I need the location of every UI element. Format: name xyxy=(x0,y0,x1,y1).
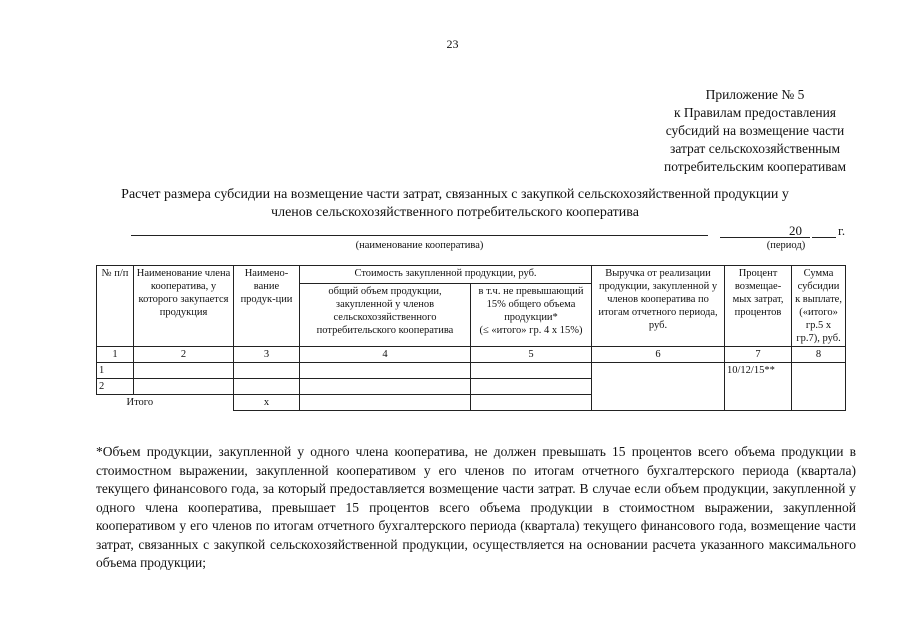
subsidy-cell xyxy=(792,363,846,411)
column-number: 1 xyxy=(97,347,134,363)
row-number: 2 xyxy=(97,379,134,395)
row-number: 1 xyxy=(97,363,134,379)
appendix-line: потребительским кооперативам xyxy=(663,159,846,174)
column-number: 2 xyxy=(134,347,234,363)
header-col8: Сумма субсидии к выплате, («итого» гр.5 х гр.7), руб. xyxy=(792,266,846,347)
total-label: Итого xyxy=(97,395,234,411)
column-number: 3 xyxy=(234,347,300,363)
table-row xyxy=(97,363,846,379)
header-col4: общий объем продукции, закупленной у членов сельскохозяйственного потребительского кооператива xyxy=(300,284,471,347)
subsidy-calculation-table xyxy=(96,265,846,411)
cell xyxy=(234,379,300,395)
column-number: 5 xyxy=(471,347,592,363)
header-col5-text: в т.ч. не превышающий 15% общего объема продукции* xyxy=(478,286,584,324)
header-col5 xyxy=(471,284,592,347)
header-col5-note: (≤ «итого» гр. 4 х 15%) xyxy=(479,325,583,337)
table-header-row xyxy=(97,266,846,284)
total-col3: х xyxy=(234,395,300,411)
header-col1: № п/п xyxy=(97,266,134,347)
column-number-row xyxy=(97,347,846,363)
total-col4 xyxy=(300,395,471,411)
header-cost-group: Стоимость закупленной продукции, руб. xyxy=(300,266,592,284)
header-col3: Наимено-вание продук-ции xyxy=(234,266,300,347)
column-number: 6 xyxy=(592,347,725,363)
document-title xyxy=(95,186,815,222)
period-year-prefix: 20 xyxy=(789,223,802,238)
header-col6: Выручка от реализации продукции, закупленной у членов кооператива по итогам отчетного периода, руб. xyxy=(592,266,725,347)
column-number: 7 xyxy=(725,347,792,363)
cell xyxy=(300,379,471,395)
header-col7: Процент возмещае-мых затрат, процентов xyxy=(725,266,792,347)
appendix-line: затрат сельскохозяйственным xyxy=(669,141,841,156)
percent-cell: 10/12/15** xyxy=(725,363,792,411)
cell xyxy=(234,363,300,379)
title-line-1: Расчет размера субсидии на возмещение части затрат, связанных с закупкой сельскохозяйственной продукции у xyxy=(121,187,789,202)
column-number: 4 xyxy=(300,347,471,363)
header-col2: Наименование члена кооператива, у которого закупается продукция xyxy=(134,266,234,347)
appendix-block xyxy=(610,86,900,176)
page-number: 23 xyxy=(446,37,459,51)
cell xyxy=(471,363,592,379)
footnote: *Объем продукции, закупленной у одного члена кооператива, не должен превышать 15 процентов всего объема продукции в стоимостном выражении, закупленной кооперативом у его членов по итогам отчетного бухгалтерского периода (квартала) текущего финансового года, за который предоставляется возмещение части затрат. В случае если объем продукции, закупленной у одного члена кооператива, превышает 15 процентов всего объема продукции в стоимостном выражении, закупленной кооперативом у его членов по итогам отчетного бухгалтерского периода (квартала) текущего финансового года, возмещение части затрат, связанных с закупкой сельскохозяйственной продукции, осуществляется на основании расчета указанного максимального объема продукции; xyxy=(96,444,856,570)
cooperative-name-caption: (наименование кооператива) xyxy=(355,240,484,251)
cooperative-name-line xyxy=(131,235,708,236)
appendix-line: к Правилам предоставления xyxy=(673,105,837,120)
appendix-line: субсидий на возмещение части xyxy=(665,123,845,138)
period-caption: (период) xyxy=(766,240,806,251)
period-field xyxy=(718,225,848,239)
cell xyxy=(300,363,471,379)
cell xyxy=(134,363,234,379)
period-year-blank xyxy=(812,237,836,238)
total-col5 xyxy=(471,395,592,411)
column-number: 8 xyxy=(792,347,846,363)
cell xyxy=(471,379,592,395)
period-year-suffix: г. xyxy=(838,223,846,238)
title-line-2: членов сельскохозяйственного потребительского кооператива xyxy=(271,205,639,220)
appendix-line: Приложение № 5 xyxy=(705,87,805,102)
revenue-cell xyxy=(592,363,725,411)
cell xyxy=(134,379,234,395)
